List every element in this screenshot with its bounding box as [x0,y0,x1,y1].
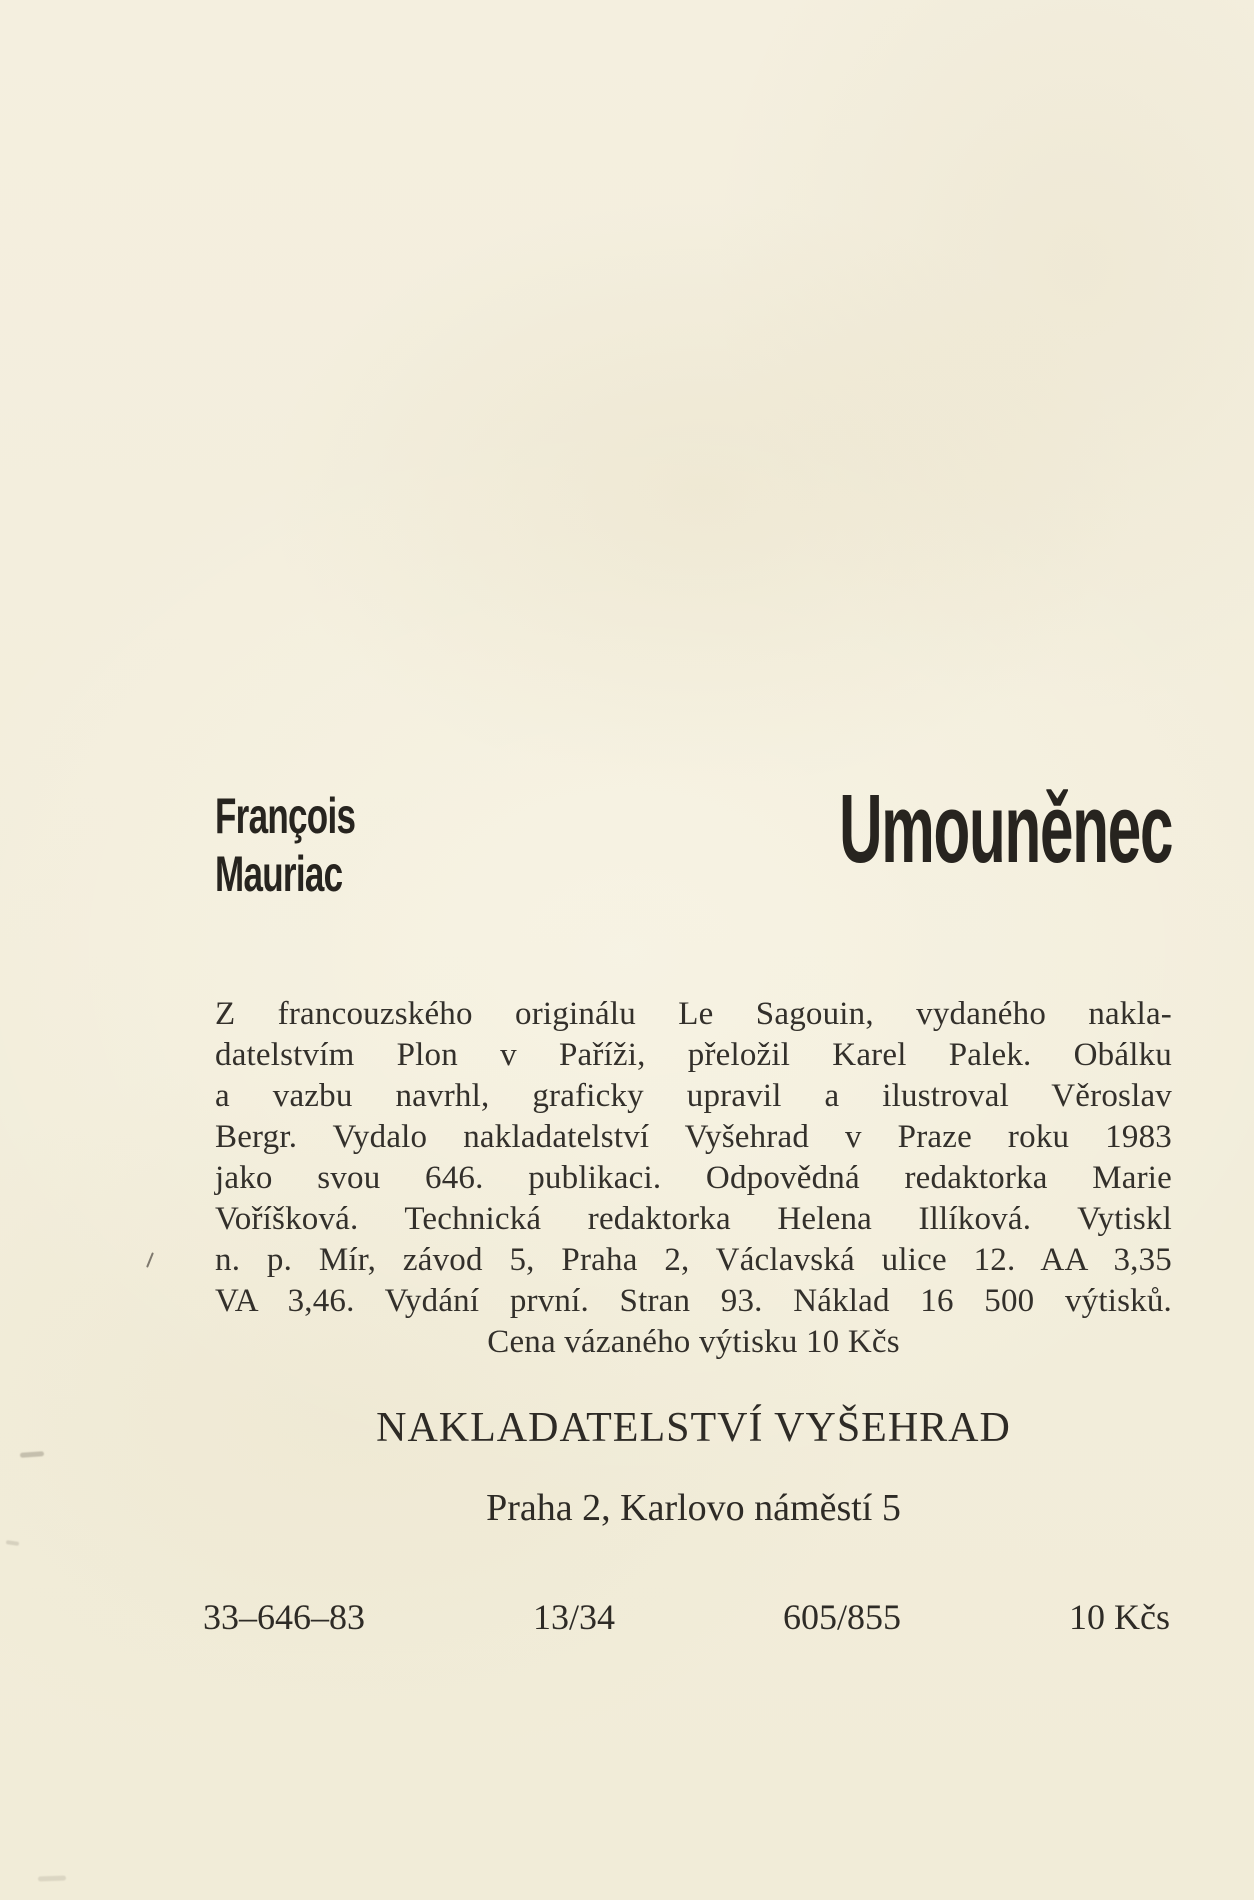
author-name [215,787,355,903]
book-title: Umouněnec [838,774,1172,883]
colophon-price-line: Cena vázaného výtisku 10 Kčs [487,1324,900,1360]
stray-pen-mark [146,1252,154,1268]
print-code-series: 605/855 [782,1597,901,1637]
print-codes-row [203,1596,1170,1638]
colophon-text-block [215,994,1172,1363]
colophon-line: a vazbu navrhl, graficky upravil a ilustroval Věroslav [215,1078,1172,1114]
colophon-line: jako svou 646. publikaci. Odpovědná redaktorka Marie [215,1160,1172,1196]
author-last-name: Mauriac [215,846,343,902]
ink-smudge [6,1540,19,1546]
colophon-line: Bergr. Vydalo nakladatelství Vyšehrad v Praze roku 1983 [215,1119,1172,1155]
print-code-catalog: 33–646–83 [203,1597,365,1637]
colophon-line: Voříšková. Technická redaktorka Helena Illíková. Vytiskl [215,1201,1172,1237]
publisher-name: NAKLADATELSTVÍ VYŠEHRAD [376,1405,1011,1451]
publisher-address: Praha 2, Karlovo náměstí 5 [486,1487,901,1529]
ink-smudge [38,1876,66,1882]
colophon-line: datelstvím Plon v Paříži, přeložil Karel Palek. Obálku [215,1037,1172,1073]
colophon-line: n. p. Mír, závod 5, Praha 2, Václavská ulice 12. AA 3,35 [215,1242,1172,1278]
print-code-batch: 13/34 [532,1597,615,1637]
colophon-line: VA 3,46. Vydání první. Stran 93. Náklad 16 500 výtisků. [215,1283,1172,1319]
colophon-line: Z francouzského originálu Le Sagouin, vydaného nakla- [215,996,1172,1032]
author-first-name: François [215,788,356,844]
price-label: 10 Kčs [1068,1597,1170,1637]
ink-smudge [20,1451,44,1458]
